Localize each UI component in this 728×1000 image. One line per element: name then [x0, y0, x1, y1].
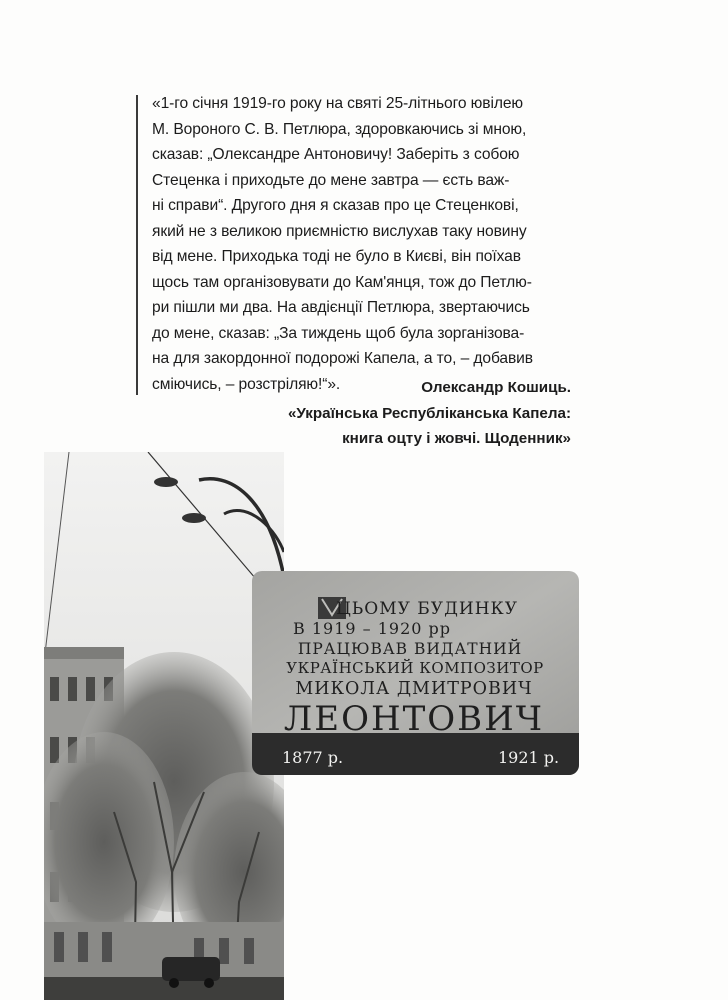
quote-line: Стеценка і приходьте до мене завтра — єсть важ- — [152, 171, 510, 189]
quote-line: до мене, сказав: „За тиждень щоб була зорганізова- — [152, 324, 525, 342]
quote-line: сміючись, – розстріляю!“». — [152, 375, 341, 393]
quote-line: ри пішли ми два. На авдієнції Петлюра, звертаючись — [152, 299, 530, 316]
plaque-line-2: В 1919 – 1920 рр — [292, 619, 452, 638]
plaque-line-4: УКРАЇНСЬКИЙ КОМПОЗИТОР — [286, 659, 544, 677]
quote-line: від мене. Приходька тоді не було в Києві, він поїхав — [152, 248, 521, 265]
attribution — [131, 375, 571, 452]
plaque-surname: ЛЕОНТОВИЧ — [283, 699, 545, 739]
attribution-book-title: «Українська Республіканська Капела: — [287, 404, 571, 422]
quote-rule — [136, 95, 138, 395]
plaque-line-5: МИКОЛА ДМИТРОВИЧ — [295, 679, 533, 699]
plaque-year-birth: 1877 р. — [282, 748, 344, 767]
attribution-author: Олександр Кошиць. — [421, 379, 571, 396]
quote-line: щось там організовувати до Кам'янця, тож до Петлю- — [152, 273, 532, 291]
quote-line: ні справи“. Другого дня я сказав про це Стеценкові, — [152, 197, 519, 214]
plaque-line-1: ЦЬОМУ БУДИНКУ — [335, 599, 519, 619]
plaque-year-death: 1921 р. — [498, 748, 560, 767]
plaque-line-3: ПРАЦЮВАВ ВИДАТНИЙ — [297, 640, 523, 658]
quote-line: М. Вороного С. В. Петлюра, здоровкаючись зі мною, — [152, 120, 527, 138]
quote-line: «1-го січня 1919-го року на святі 25-літнього ювілею — [152, 95, 523, 112]
attribution-book-subtitle: книга оцту і жовчі. Щоденник» — [342, 430, 571, 447]
street-photo — [44, 452, 284, 1000]
quote-block — [152, 91, 572, 397]
memorial-plaque — [252, 571, 579, 775]
quote-line: сказав: „Олександре Антоновичу! Заберіть з собою — [152, 146, 520, 163]
quote-line: який не з великою приємністю вислухав таку новину — [152, 222, 527, 240]
quote-line: на для закордонної подорожі Капела, а то, – добавив — [152, 350, 533, 367]
